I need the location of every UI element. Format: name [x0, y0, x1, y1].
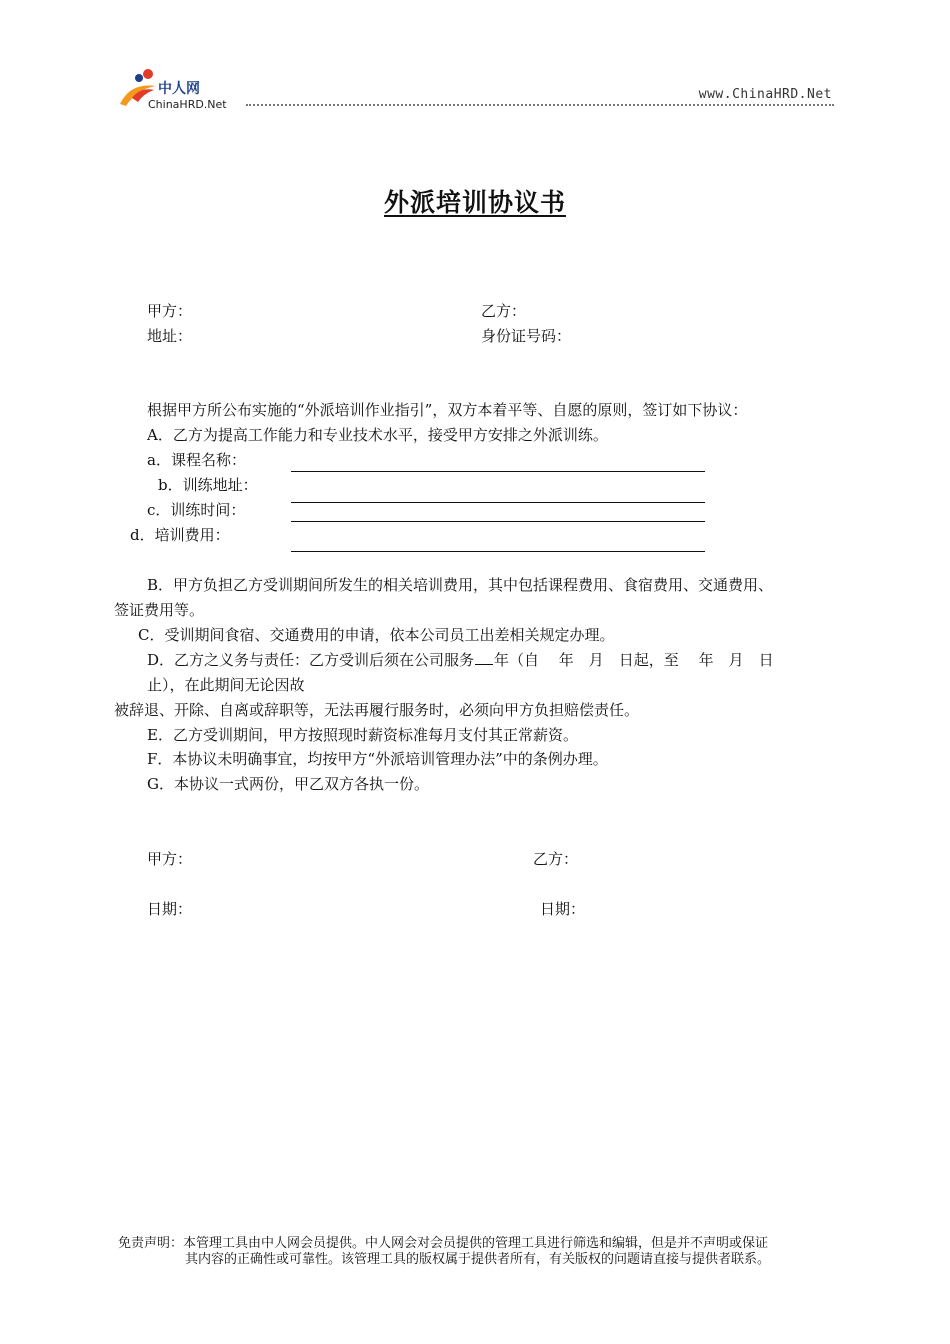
party-a-label: 甲方： [147, 302, 193, 320]
training-fee-label: d．培训费用： [130, 526, 230, 544]
clause-d-prefix: D．乙方之义务与责任：乙方受训后须在公司服务 [147, 651, 475, 669]
intro-paragraph: 根据甲方所公布实施的“外派培训作业指引”，双方本着平等、自愿的原则，签订如下协议： [147, 401, 748, 419]
course-name-label: a．课程名称： [147, 451, 246, 469]
clause-d-line2: 止），在此期间无论因故 [147, 676, 305, 694]
clause-c: C．受训期间食宿、交通费用的申请，依本公司员工出差相关规定办理。 [138, 626, 615, 644]
disclaimer-line2: 其内容的正确性或可靠性。该管理工具的版权属于提供者所有，有关版权的问题请直接与提供者联系。 [185, 1252, 771, 1267]
address-label: 地址： [147, 327, 193, 345]
service-years-blank[interactable] [475, 650, 493, 665]
clause-a: A．乙方为提高工作能力和专业技术水平，接受甲方安排之外派训练。 [147, 426, 608, 444]
clause-d-suffix: 年（自 年 月 日起，至 年 月 日 [494, 651, 774, 669]
signature-party-a: 甲方： [147, 850, 193, 868]
training-time-blank[interactable] [291, 521, 705, 522]
training-fee-blank[interactable] [291, 551, 705, 552]
training-time-label: c．训练时间： [147, 501, 246, 519]
site-url[interactable]: www.ChinaHRD.Net [698, 87, 832, 102]
signature-party-b: 乙方： [533, 850, 579, 868]
clause-g: G．本协议一式两份，甲乙双方各执一份。 [147, 775, 429, 793]
disclaimer-line1: 免责声明：本管理工具由中人网会员提供。中人网会对会员提供的管理工具进行筛选和编辑，但是并不声明或保证 [118, 1236, 769, 1251]
signature-date-b: 日期： [540, 900, 586, 918]
clause-d-line1 [147, 650, 774, 670]
logo-english-text: ChinaHRD.Net [148, 98, 227, 111]
course-name-blank[interactable] [291, 471, 705, 472]
training-address-label: b．训练地址： [158, 476, 258, 494]
logo-chinese-text: 中人网 [158, 81, 200, 97]
chinahrd-logo [118, 66, 248, 114]
header-dotted-rule [246, 104, 834, 106]
training-address-blank[interactable] [291, 502, 705, 503]
clause-b-line2: 签证费用等。 [114, 601, 205, 619]
id-number-label: 身份证号码： [481, 327, 572, 345]
clause-b-line1: B．甲方负担乙方受训期间所发生的相关培训费用，其中包括课程费用、食宿费用、交通费用、 [147, 576, 774, 594]
party-b-label: 乙方： [481, 302, 527, 320]
clause-f: F．本协议未明确事宜，均按甲方“外派培训管理办法”中的条例办理。 [147, 750, 608, 768]
document-title: 外派培训协议书 [383, 188, 566, 217]
clause-d-line3: 被辞退、开除、自离或辞职等，无法再履行服务时，必须向甲方负担赔偿责任。 [114, 701, 640, 719]
clause-e: E．乙方受训期间，甲方按照现时薪资标准每月支付其正常薪资。 [147, 726, 578, 744]
disclaimer-footer [118, 1236, 834, 1268]
signature-date-a: 日期： [147, 900, 193, 918]
